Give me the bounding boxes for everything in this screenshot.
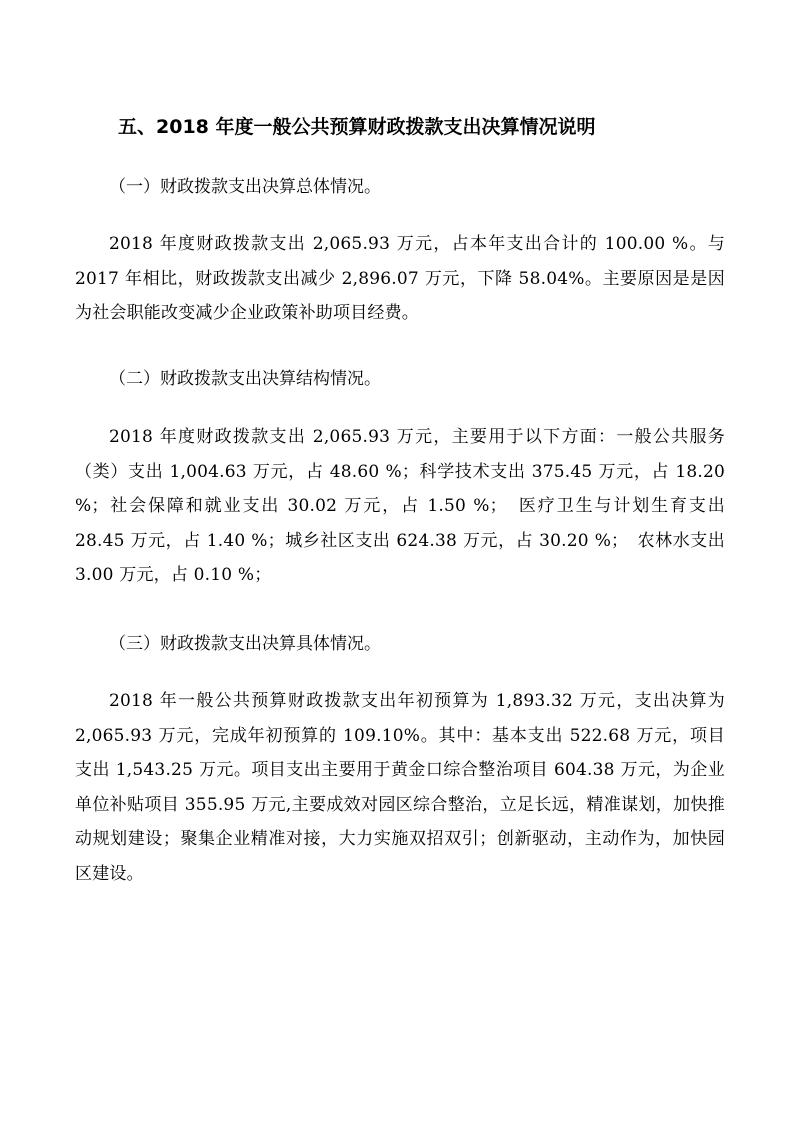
paragraph-overall: 2018 年度财政拨款支出 2,065.93 万元，占本年支出合计的 100.00 %。与 2017 年相比，财政拨款支出减少 2,896.07 万元，下降 58.04%。主要原因是是因为社会职能改变减少企业政策补助项目经费。 [75,234,725,323]
subheading-details: （三）财政拨款支出决算具体情况。 [109,634,381,654]
paragraph-structure: 2018 年度财政拨款支出 2,065.93 万元，主要用于以下方面：一般公共服务（类）支出 1,004.63 万元，占 48.60 %；科学技术支出 375.45 万元，占 18.20 %；社会保障和就业支出 30.02 万元，占 1.50 %； 医疗卫生与计划生育支出 28.45 万元，占 1.40 %；城乡社区支出 624.38 万元，占 30.20 %； 农林水支出 3.00 万元，占 0.10 %； [75,427,725,585]
subheading-overall: （一）财政拨款支出决算总体情况。 [109,177,381,197]
paragraph-details: 2018 年一般公共预算财政拨款支出年初预算为 1,893.32 万元，支出决算为 2,065.93 万元，完成年初预算的 109.10%。其中：基本支出 522.68 万元，项目支出 1,543.25 万元。项目支出主要用于黄金口综合整治项目 604.38 万元，为企业单位补贴项目 355.95 万元,主要成效对园区综合整治，立足长远，精准谋划，加快推动规划建设；聚集企业精准对接，大力实施双招双引；创新驱动，主动作为，加快园区建设。 [75,691,725,884]
subheading-structure: （二）财政拨款支出决算结构情况。 [109,369,381,389]
section-title: 五、2018 年度一般公共预算财政拨款支出决算情况说明 [118,116,596,138]
